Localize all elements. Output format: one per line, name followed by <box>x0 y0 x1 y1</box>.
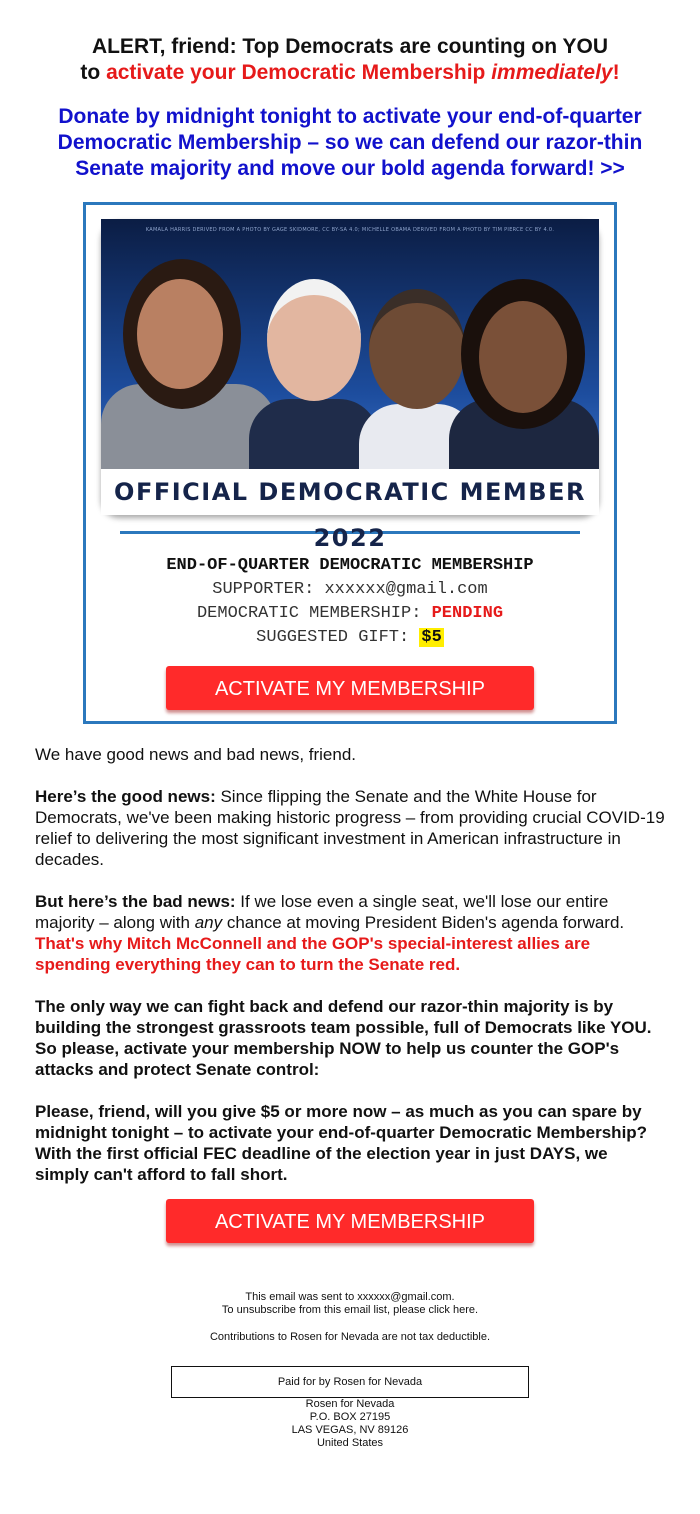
footer-tax-note: Contributions to Rosen for Nevada are not tax deductible. <box>209 1331 491 1343</box>
footer-address-line-3: LAS VEGAS, NV 89126 <box>291 1424 409 1436</box>
bad-news-italic: any <box>194 913 223 932</box>
bad-news-text-b: chance at moving President Biden's agenda forward. <box>222 913 625 932</box>
membership-status-row <box>101 602 599 626</box>
membership-title: END-OF-QUARTER DEMOCRATIC MEMBERSHIP <box>166 556 534 575</box>
footer-address-line-2: P.O. BOX 27195 <box>309 1411 391 1423</box>
footer-address-line-4: United States <box>316 1437 384 1449</box>
email-footer <box>35 1291 665 1450</box>
status-badge: PENDING <box>431 604 504 623</box>
banner-photo <box>101 219 599 469</box>
member-banner-image[interactable] <box>101 219 599 552</box>
headline-suffix: ! <box>612 61 620 84</box>
footer-unsubscribe-link[interactable]: To unsubscribe from this email list, please click here. <box>221 1304 479 1316</box>
gift-amount: $5 <box>421 628 442 647</box>
headline-prefix: to <box>80 61 107 84</box>
footer-address-line-1: Rosen for Nevada <box>305 1398 395 1410</box>
headline-italic-text: immediately <box>491 61 613 84</box>
supporter-label: SUPPORTER: <box>212 580 325 599</box>
paragraph-intro: We have good news and bad news, friend. <box>35 745 357 764</box>
alert-headline <box>35 34 665 86</box>
gift-label: SUGGESTED GIFT: <box>256 628 420 647</box>
supporter-row <box>101 578 599 602</box>
photo-credit: KAMALA HARRIS DERIVED FROM A PHOTO BY GAGE SKIDMORE, CC BY-SA 4.0; MICHELLE OBAMA DERIVED FROM A PHOTO BY TIM PIERCE CC BY 4.0. <box>145 227 555 233</box>
good-news-lead: Here’s the good news: <box>35 787 216 806</box>
email-body <box>35 0 665 1450</box>
headline-line1: ALERT, friend: Top Democrats are counting on YOU <box>91 35 609 58</box>
paragraph-bad-news <box>35 891 665 975</box>
donate-subhead-link[interactable]: Donate by midnight tonight to activate your end-of-quarter Democratic Membership – so we can defend our razor-thin Senate majority and move our bold agenda forward! >> <box>57 105 643 180</box>
activate-membership-button-2[interactable]: ACTIVATE MY MEMBERSHIP <box>166 1199 534 1243</box>
membership-card <box>83 202 617 724</box>
banner-caption: OFFICIAL DEMOCRATIC MEMBER 2022 <box>101 469 599 515</box>
status-label: DEMOCRATIC MEMBERSHIP: <box>196 604 432 623</box>
paragraph-fight-back: The only way we can fight back and defend our razor-thin majority is by building the strongest grassroots team possible, full of Democrats like YOU. So please, activate your membership NOW to help us counter the GOP's attacks and protect Senate control: <box>35 997 652 1079</box>
headline-red-text: activate your Democratic Membership <box>106 61 492 84</box>
bad-news-text-a: If we lose even a single seat, we'll lose our entire majority – along with <box>35 892 609 932</box>
footer-sent-to: This email was sent to xxxxxx@gmail.com. <box>245 1291 455 1303</box>
bad-news-lead: But here’s the bad news: <box>35 892 236 911</box>
activate-membership-button[interactable]: ACTIVATE MY MEMBERSHIP <box>166 666 534 710</box>
paragraph-good-news <box>35 786 665 870</box>
portrait-figure-4 <box>449 279 599 469</box>
paid-for-box: Paid for by Rosen for Nevada <box>171 1366 529 1398</box>
supporter-email: xxxxxx@gmail.com <box>324 580 488 599</box>
suggested-gift-row <box>101 626 599 650</box>
bad-news-red-text: That's why Mitch McConnell and the GOP's special-interest allies are spending everything they can to turn the Senate red. <box>35 934 591 974</box>
good-news-text: Since flipping the Senate and the White House for Democrats, we've been making historic progress – from providing crucial COVID-19 relief to delivering the most significant investment in American infrastructure in decades. <box>35 787 665 869</box>
paragraph-ask: Please, friend, will you give $5 or more now – as much as you can spare by midnight tonight – to activate your end-of-quarter Democratic Membership? With the first official FEC deadline of the election year in just DAYS, we simply can't afford to fall short. <box>35 1102 648 1184</box>
